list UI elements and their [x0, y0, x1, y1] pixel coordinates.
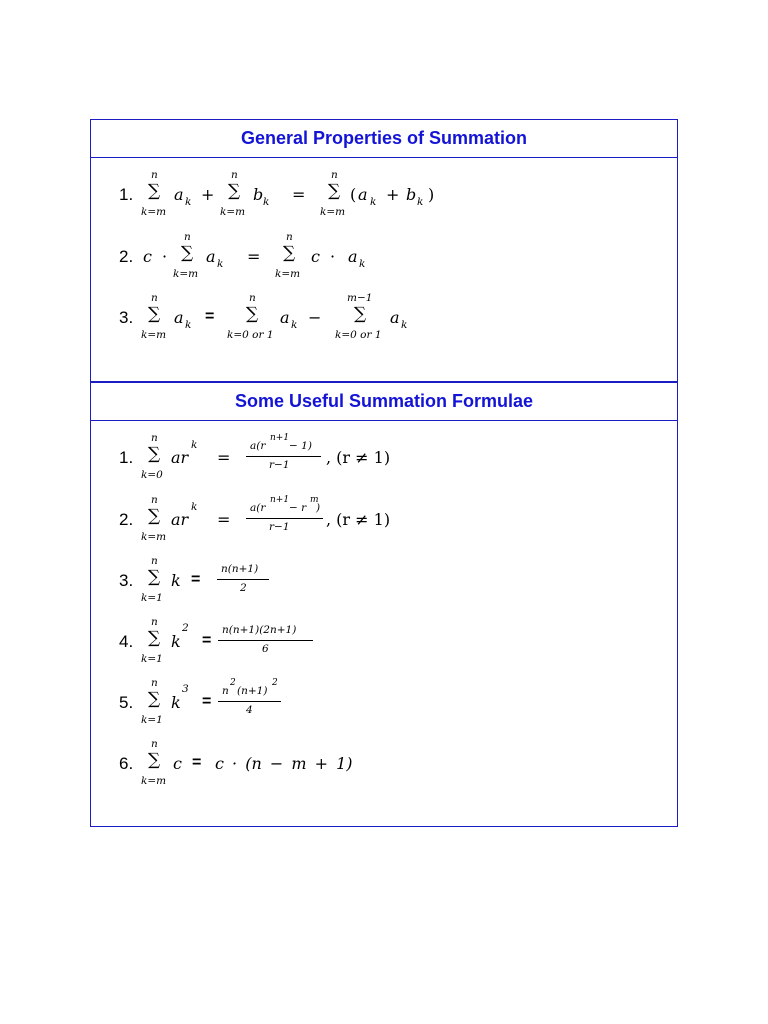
fraction-bar: [217, 579, 269, 580]
property-1: [91, 168, 677, 218]
exponent: 2: [182, 622, 189, 634]
fraction-bar: [246, 518, 323, 519]
term: ar: [171, 448, 189, 467]
subscript-k: k: [263, 196, 270, 208]
numerator-exponent: n+1: [270, 495, 290, 505]
exponent: k: [191, 501, 198, 513]
term: k: [171, 571, 181, 590]
sigma-symbol: ∑: [148, 444, 161, 464]
constant-c: c: [143, 247, 152, 266]
item-number: 5.: [119, 693, 134, 712]
numerator-exponent: 2: [230, 678, 236, 688]
numerator: n: [222, 685, 229, 697]
term-a: a: [358, 185, 368, 204]
upper-limit: n: [151, 292, 158, 304]
right-hand-side: c · (n − m + 1): [215, 754, 353, 773]
exponent: 3: [182, 683, 189, 695]
term-a: a: [174, 185, 184, 204]
formula-1: [91, 431, 677, 481]
lower-limit: k=m: [141, 329, 167, 341]
lower-limit: k=m: [141, 206, 167, 218]
sigma-symbol: ∑: [148, 506, 161, 526]
equals-sign: =: [292, 185, 306, 204]
formula-5: [91, 676, 677, 726]
section-heading: General Properties of Summation: [91, 120, 677, 158]
lower-limit: k=m: [320, 206, 346, 218]
formula-6: [91, 737, 677, 787]
minus-sign: −: [308, 308, 322, 327]
plus-sign: +: [201, 185, 215, 204]
sigma-symbol: ∑: [246, 304, 259, 324]
equals-sign: =: [191, 571, 201, 588]
numerator: − r: [289, 502, 307, 514]
numerator-exponent: n+1: [270, 433, 290, 443]
lower-limit: k=m: [173, 268, 199, 280]
lower-limit: k=m: [220, 206, 246, 218]
sigma-symbol: ∑: [181, 243, 194, 263]
formula-4: [91, 615, 677, 665]
term-b: b: [253, 185, 264, 204]
upper-limit: n: [151, 738, 158, 750]
sigma-symbol: ∑: [228, 181, 241, 201]
dot-operator: ·: [330, 247, 336, 266]
upper-limit: n: [151, 555, 158, 567]
lower-limit: k=0 or 1: [227, 329, 274, 341]
lower-limit: k=0 or 1: [335, 329, 382, 341]
subscript-k: k: [359, 258, 366, 270]
condition: , (r ≠ 1): [326, 510, 391, 529]
term: k: [171, 693, 181, 712]
term-b: b: [406, 185, 417, 204]
subscript-k: k: [401, 319, 408, 331]
numerator-exponent: m: [310, 495, 319, 505]
equals-sign: =: [202, 632, 212, 649]
right-paren: ): [428, 185, 435, 204]
sigma-symbol: ∑: [148, 689, 161, 709]
equals-sign: =: [217, 510, 231, 529]
item-number: 6.: [119, 754, 134, 773]
useful-formulae-section: [91, 381, 677, 828]
sigma-symbol: ∑: [354, 304, 367, 324]
item-number: 2.: [119, 247, 134, 266]
equals-sign: =: [192, 754, 202, 771]
item-number: 1.: [119, 448, 134, 467]
subscript-k: k: [185, 319, 192, 331]
lower-limit: k=1: [141, 592, 163, 604]
denominator: 6: [262, 643, 269, 655]
constant-c: c: [311, 247, 320, 266]
denominator: 4: [246, 704, 253, 716]
section-heading: Some Useful Summation Formulae: [91, 383, 677, 421]
left-paren: (: [350, 185, 357, 204]
numerator-exponent: 2: [272, 678, 278, 688]
sigma-symbol: ∑: [148, 304, 161, 324]
condition: , (r ≠ 1): [326, 448, 391, 467]
equals-sign: =: [217, 448, 231, 467]
numerator: − 1): [289, 440, 312, 452]
fraction-bar: [218, 701, 281, 702]
numerator: (n+1): [237, 685, 268, 697]
dot-operator: ·: [162, 247, 168, 266]
term-a: a: [206, 247, 216, 266]
subscript-k: k: [417, 196, 424, 208]
formula-2: [91, 493, 677, 543]
lower-limit: k=1: [141, 653, 163, 665]
item-number: 3.: [119, 308, 134, 327]
exponent: k: [191, 439, 198, 451]
denominator: r−1: [269, 459, 290, 471]
upper-limit: n: [151, 432, 158, 444]
upper-limit: n: [151, 169, 158, 181]
term: k: [171, 632, 181, 651]
numerator: a(r: [250, 440, 266, 452]
upper-limit: n: [231, 169, 238, 181]
upper-limit: n: [151, 494, 158, 506]
term-a: a: [280, 308, 290, 327]
term-a: a: [174, 308, 184, 327]
sigma-symbol: ∑: [148, 628, 161, 648]
upper-limit: n: [331, 169, 338, 181]
general-properties-section: [91, 120, 677, 381]
equals-sign: =: [247, 247, 261, 266]
subscript-k: k: [217, 258, 224, 270]
subscript-k: k: [370, 196, 377, 208]
term: c: [173, 754, 182, 773]
property-3: [91, 291, 677, 341]
term-a: a: [348, 247, 358, 266]
plus-sign: +: [386, 185, 400, 204]
sigma-symbol: ∑: [148, 750, 161, 770]
numerator: n(n+1)(2n+1): [222, 624, 297, 636]
term-a: a: [390, 308, 400, 327]
term: ar: [171, 510, 189, 529]
item-number: 3.: [119, 571, 134, 590]
upper-limit: m−1: [347, 292, 373, 304]
item-number: 2.: [119, 510, 134, 529]
upper-limit: n: [151, 616, 158, 628]
numerator: n(n+1): [221, 563, 259, 575]
subscript-k: k: [185, 196, 192, 208]
equals-sign: =: [202, 693, 212, 710]
numerator: ): [316, 502, 321, 514]
summation-reference-box: [90, 119, 678, 827]
sigma-symbol: ∑: [328, 181, 341, 201]
formula-3: [91, 554, 677, 604]
upper-limit: n: [249, 292, 256, 304]
fraction-bar: [218, 640, 313, 641]
lower-limit: k=1: [141, 714, 163, 726]
denominator: 2: [240, 582, 247, 594]
lower-limit: k=m: [141, 775, 167, 787]
lower-limit: k=0: [141, 469, 163, 481]
equals-sign: =: [205, 308, 215, 325]
item-number: 4.: [119, 632, 134, 651]
upper-limit: n: [184, 231, 191, 243]
fraction-bar: [246, 456, 321, 457]
upper-limit: n: [286, 231, 293, 243]
sigma-symbol: ∑: [283, 243, 296, 263]
denominator: r−1: [269, 521, 290, 533]
sigma-symbol: ∑: [148, 181, 161, 201]
item-number: 1.: [119, 185, 134, 204]
upper-limit: n: [151, 677, 158, 689]
lower-limit: k=m: [275, 268, 301, 280]
lower-limit: k=m: [141, 531, 167, 543]
sigma-symbol: ∑: [148, 567, 161, 587]
property-2: [91, 230, 677, 280]
numerator: a(r: [250, 502, 266, 514]
subscript-k: k: [291, 319, 298, 331]
